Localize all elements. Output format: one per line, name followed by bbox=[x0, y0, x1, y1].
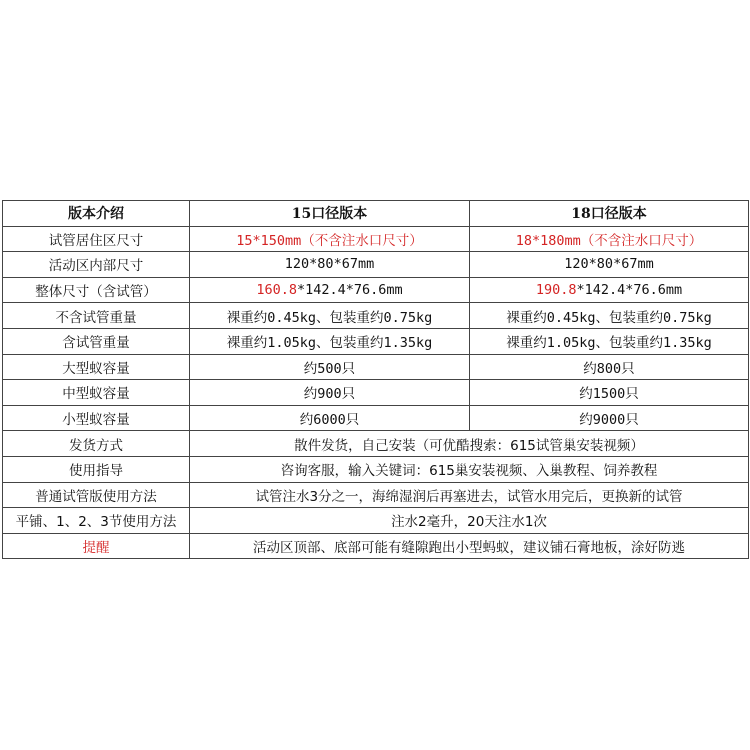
row-label: 提醒 bbox=[3, 533, 190, 559]
row-shipping-method bbox=[3, 431, 749, 457]
row-label: 发货方式 bbox=[3, 431, 190, 457]
row-usage-guide bbox=[3, 456, 749, 482]
value-15: 约500只 bbox=[190, 354, 470, 380]
spec-table bbox=[2, 200, 749, 559]
value-18: 裸重约1.05kg、包装重约1.35kg bbox=[470, 328, 749, 354]
value-18: 约800只 bbox=[470, 354, 749, 380]
value-15: 约6000只 bbox=[190, 405, 470, 431]
value-18 bbox=[470, 277, 749, 303]
header-15-caliber: 15口径版本 bbox=[190, 201, 470, 227]
value-15-rest: *142.4*76.6mm bbox=[296, 282, 403, 299]
value-18: 约9000只 bbox=[470, 405, 749, 431]
header-row bbox=[3, 201, 749, 227]
value-18: 裸重约0.45kg、包装重约0.75kg bbox=[470, 303, 749, 329]
row-reminder bbox=[3, 533, 749, 559]
row-label: 不含试管重量 bbox=[3, 303, 190, 329]
row-small-ant-capacity bbox=[3, 405, 749, 431]
header-18-caliber: 18口径版本 bbox=[470, 201, 749, 227]
row-label: 含试管重量 bbox=[3, 328, 190, 354]
row-label: 活动区内部尺寸 bbox=[3, 252, 190, 278]
row-medium-ant-capacity bbox=[3, 380, 749, 406]
merged-value: 试管注水3分之一，海绵湿润后再塞进去，试管水用完后，更换新的试管 bbox=[190, 482, 749, 508]
merged-value: 咨询客服，输入关键词：615巢安装视频、入巢教程、饲养教程 bbox=[190, 456, 749, 482]
merged-value: 注水2毫升，20天注水1次 bbox=[190, 508, 749, 534]
row-label: 普通试管版使用方法 bbox=[3, 482, 190, 508]
row-activity-inner-size bbox=[3, 252, 749, 278]
row-tube-living-size bbox=[3, 226, 749, 252]
value-18: 约1500只 bbox=[470, 380, 749, 406]
value-15 bbox=[190, 277, 470, 303]
value-15-highlight: 160.8 bbox=[256, 282, 297, 299]
row-label: 大型蚁容量 bbox=[3, 354, 190, 380]
row-weight-with-tube bbox=[3, 328, 749, 354]
value-15: 裸重约0.45kg、包装重约0.75kg bbox=[190, 303, 470, 329]
row-flat-section-method bbox=[3, 508, 749, 534]
header-version-intro: 版本介绍 bbox=[3, 201, 190, 227]
row-regular-tube-method bbox=[3, 482, 749, 508]
value-18: 120*80*67mm bbox=[470, 252, 749, 278]
value-15: 裸重约1.05kg、包装重约1.35kg bbox=[190, 328, 470, 354]
row-label: 平铺、1、2、3节使用方法 bbox=[3, 508, 190, 534]
row-overall-size bbox=[3, 277, 749, 303]
row-label: 试管居住区尺寸 bbox=[3, 226, 190, 252]
value-15: 15*150mm（不含注水口尺寸） bbox=[190, 226, 470, 252]
value-15: 约900只 bbox=[190, 380, 470, 406]
merged-value: 活动区顶部、底部可能有缝隙跑出小型蚂蚁，建议铺石膏地板，涂好防逃 bbox=[190, 533, 749, 559]
value-18: 18*180mm（不含注水口尺寸） bbox=[470, 226, 749, 252]
row-label: 整体尺寸（含试管） bbox=[3, 277, 190, 303]
row-large-ant-capacity bbox=[3, 354, 749, 380]
merged-value: 散件发货，自己安装（可优酷搜索：615试管巢安装视频） bbox=[190, 431, 749, 457]
value-18-rest: *142.4*76.6mm bbox=[576, 282, 683, 299]
row-label: 中型蚁容量 bbox=[3, 380, 190, 406]
value-15: 120*80*67mm bbox=[190, 252, 470, 278]
row-weight-without-tube bbox=[3, 303, 749, 329]
row-label: 使用指导 bbox=[3, 456, 190, 482]
value-18-highlight: 190.8 bbox=[535, 282, 577, 299]
row-label: 小型蚁容量 bbox=[3, 405, 190, 431]
